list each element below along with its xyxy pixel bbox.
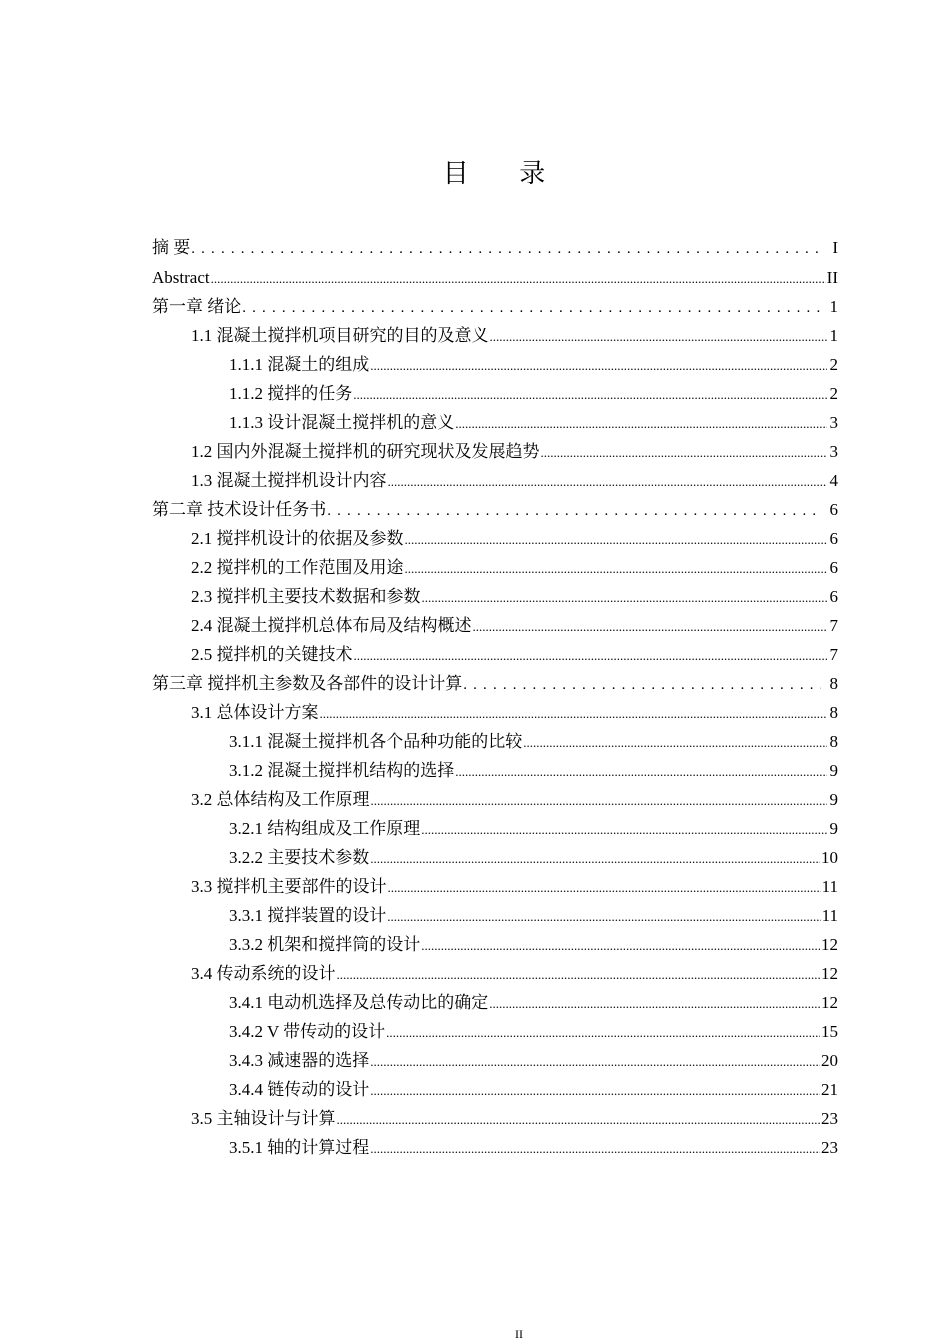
toc-entry-page-number: 15 [821, 1022, 838, 1041]
toc-entry[interactable] [152, 321, 838, 350]
toc-dot-leader [370, 1133, 820, 1163]
toc-entry-page-number: II [826, 268, 838, 287]
toc-entry-page-number: 8 [829, 732, 838, 751]
toc-entry-label: 3.4.3 减速器的选择 [229, 1051, 370, 1070]
toc-dot-leader [405, 524, 828, 554]
toc-entry[interactable] [152, 785, 838, 814]
toc-dot-leader [490, 321, 828, 351]
toc-entry-label: 第三章 搅拌机主参数及各部件的设计计算 [152, 674, 463, 693]
toc-entry[interactable] [152, 466, 838, 495]
toc-entry-page-number: 1 [829, 297, 838, 316]
toc-entry[interactable] [152, 524, 838, 553]
toc-entry-page-number: 2 [829, 384, 838, 403]
toc-dot-leader [337, 959, 821, 989]
toc-entry-page-number: 3 [829, 413, 838, 432]
toc-entry-label: 3.4 传动系统的设计 [191, 964, 336, 983]
toc-entry-label: 2.1 搅拌机设计的依据及参数 [191, 529, 404, 548]
toc-dot-leader [422, 582, 828, 612]
toc-entry-page-number: 2 [829, 355, 838, 374]
toc-dot-leader [354, 640, 828, 670]
toc-dot-leader [242, 292, 821, 323]
toc-entry[interactable] [152, 495, 838, 524]
toc-dot-leader [387, 901, 820, 931]
toc-entry-page-number: 20 [821, 1051, 838, 1070]
toc-entry[interactable] [152, 263, 838, 292]
toc-entry-page-number: 23 [821, 1138, 838, 1157]
toc-dot-leader [320, 698, 828, 728]
toc-entry-label: 3.1.2 混凝土搅拌机结构的选择 [229, 761, 455, 780]
toc-dot-leader [370, 843, 820, 873]
toc-entry-label: 3.2.2 主要技术参数 [229, 848, 370, 867]
toc-entry-page-number: 7 [829, 645, 838, 664]
toc-entry[interactable] [152, 1046, 838, 1075]
toc-entry-label: 1.1.3 设计混凝土搅拌机的意义 [229, 413, 455, 432]
toc-entry-page-number: 6 [829, 529, 838, 548]
toc-dot-leader [523, 727, 827, 757]
footer-page-number: II [515, 1327, 523, 1341]
toc-entry-label: 3.2 总体结构及工作原理 [191, 790, 370, 809]
toc-entry-label: 3.3.2 机架和搅拌筒的设计 [229, 935, 421, 954]
toc-entry[interactable] [152, 292, 838, 321]
toc-entry-label: 3.4.4 链传动的设计 [229, 1080, 370, 1099]
toc-entry[interactable] [152, 437, 838, 466]
toc-entry[interactable] [152, 379, 838, 408]
toc-entry-label: 1.1 混凝土搅拌机项目研究的目的及意义 [191, 326, 489, 345]
toc-entry-page-number: 9 [829, 761, 838, 780]
toc-dot-leader [388, 466, 828, 496]
toc-entry-label: 3.4.2 V 带传动的设计 [229, 1022, 386, 1041]
toc-dot-leader [455, 408, 827, 438]
table-of-contents [152, 232, 838, 1162]
toc-entry[interactable] [152, 727, 838, 756]
toc-dot-leader [489, 988, 820, 1018]
toc-entry[interactable] [152, 669, 838, 698]
toc-entry[interactable] [152, 988, 838, 1017]
toc-dot-leader [327, 495, 821, 526]
toc-entry-label: 2.5 搅拌机的关键技术 [191, 645, 353, 664]
toc-entry[interactable] [152, 640, 838, 669]
toc-entry[interactable] [152, 611, 838, 640]
toc-entry-label: 3.1 总体设计方案 [191, 703, 319, 722]
toc-dot-leader [421, 930, 820, 960]
toc-dot-leader [370, 1075, 820, 1105]
toc-entry-page-number: I [832, 238, 838, 257]
toc-entry-page-number: 12 [821, 935, 838, 954]
toc-entry[interactable] [152, 843, 838, 872]
toc-entry-page-number: 6 [829, 558, 838, 577]
toc-dot-leader [388, 872, 821, 902]
toc-dot-leader [421, 814, 827, 844]
toc-dot-leader [370, 350, 827, 380]
toc-entry[interactable] [152, 930, 838, 959]
toc-entry-page-number: 1 [829, 326, 838, 345]
toc-entry[interactable] [152, 582, 838, 611]
toc-entry-label: 2.3 搅拌机主要技术数据和参数 [191, 587, 421, 606]
toc-dot-leader [405, 553, 828, 583]
toc-entry[interactable] [152, 553, 838, 582]
toc-entry-page-number: 6 [829, 500, 838, 519]
toc-entry[interactable] [152, 814, 838, 843]
toc-entry-label: 2.4 混凝土搅拌机总体布局及结构概述 [191, 616, 472, 635]
toc-entry-page-number: 4 [829, 471, 838, 490]
toc-entry-page-number: 9 [829, 790, 838, 809]
toc-dot-leader [541, 437, 828, 467]
toc-dot-leader [191, 232, 821, 265]
toc-entry-page-number: 12 [821, 993, 838, 1012]
toc-entry[interactable] [152, 1104, 838, 1133]
toc-entry-page-number: 8 [829, 703, 838, 722]
toc-entry-label: 3.2.1 结构组成及工作原理 [229, 819, 421, 838]
toc-entry-page-number: 21 [821, 1080, 838, 1099]
toc-dot-leader [473, 611, 828, 641]
toc-entry-label: 摘 要 [152, 238, 191, 257]
toc-dot-leader [455, 756, 827, 786]
toc-entry[interactable] [152, 1017, 838, 1046]
page-title: 目 录 [442, 159, 568, 188]
toc-entry-label: 2.2 搅拌机的工作范围及用途 [191, 558, 404, 577]
toc-entry-page-number: 8 [829, 674, 838, 693]
toc-entry-label: 3.3 搅拌机主要部件的设计 [191, 877, 387, 896]
toc-entry-label: 3.3.1 搅拌装置的设计 [229, 906, 387, 925]
toc-entry-label: 第二章 技术设计任务书 [152, 500, 327, 519]
toc-entry-label: 3.5.1 轴的计算过程 [229, 1138, 370, 1157]
toc-entry-label: 3.5 主轴设计与计算 [191, 1109, 336, 1128]
toc-entry[interactable] [152, 350, 838, 379]
toc-entry-page-number: 7 [829, 616, 838, 635]
toc-dot-leader [463, 669, 821, 700]
toc-entry[interactable] [152, 408, 838, 437]
toc-entry-label: 1.2 国内外混凝土搅拌机的研究现状及发展趋势 [191, 442, 540, 461]
toc-entry[interactable] [152, 872, 838, 901]
toc-entry[interactable] [152, 959, 838, 988]
toc-entry[interactable] [152, 698, 838, 727]
toc-dot-leader [353, 379, 827, 409]
toc-dot-leader [337, 1104, 821, 1134]
toc-entry-page-number: 6 [829, 587, 838, 606]
toc-entry-page-number: 9 [829, 819, 838, 838]
toc-entry-page-number: 23 [821, 1109, 838, 1128]
toc-entry[interactable] [152, 1075, 838, 1104]
toc-entry-page-number: 11 [821, 906, 838, 925]
toc-entry-page-number: 11 [821, 877, 838, 896]
toc-dot-leader [371, 785, 828, 815]
toc-dot-leader [386, 1017, 820, 1047]
toc-entry-label: 1.1.1 混凝土的组成 [229, 355, 370, 374]
toc-entry-page-number: 12 [821, 964, 838, 983]
toc-entry-label: 3.4.1 电动机选择及总传动比的确定 [229, 993, 489, 1012]
toc-dot-leader [370, 1046, 820, 1076]
toc-entry-page-number: 3 [829, 442, 838, 461]
toc-entry[interactable] [152, 901, 838, 930]
toc-dot-leader [211, 263, 826, 293]
toc-entry-label: Abstract [152, 268, 210, 287]
toc-entry-label: 3.1.1 混凝土搅拌机各个品种功能的比较 [229, 732, 523, 751]
toc-entry[interactable] [152, 756, 838, 785]
toc-entry[interactable] [152, 1133, 838, 1162]
toc-entry[interactable] [152, 232, 838, 263]
toc-entry-label: 1.3 混凝土搅拌机设计内容 [191, 471, 387, 490]
toc-entry-label: 第一章 绪论 [152, 297, 242, 316]
toc-entry-label: 1.1.2 搅拌的任务 [229, 384, 353, 403]
toc-entry-page-number: 10 [821, 848, 838, 867]
